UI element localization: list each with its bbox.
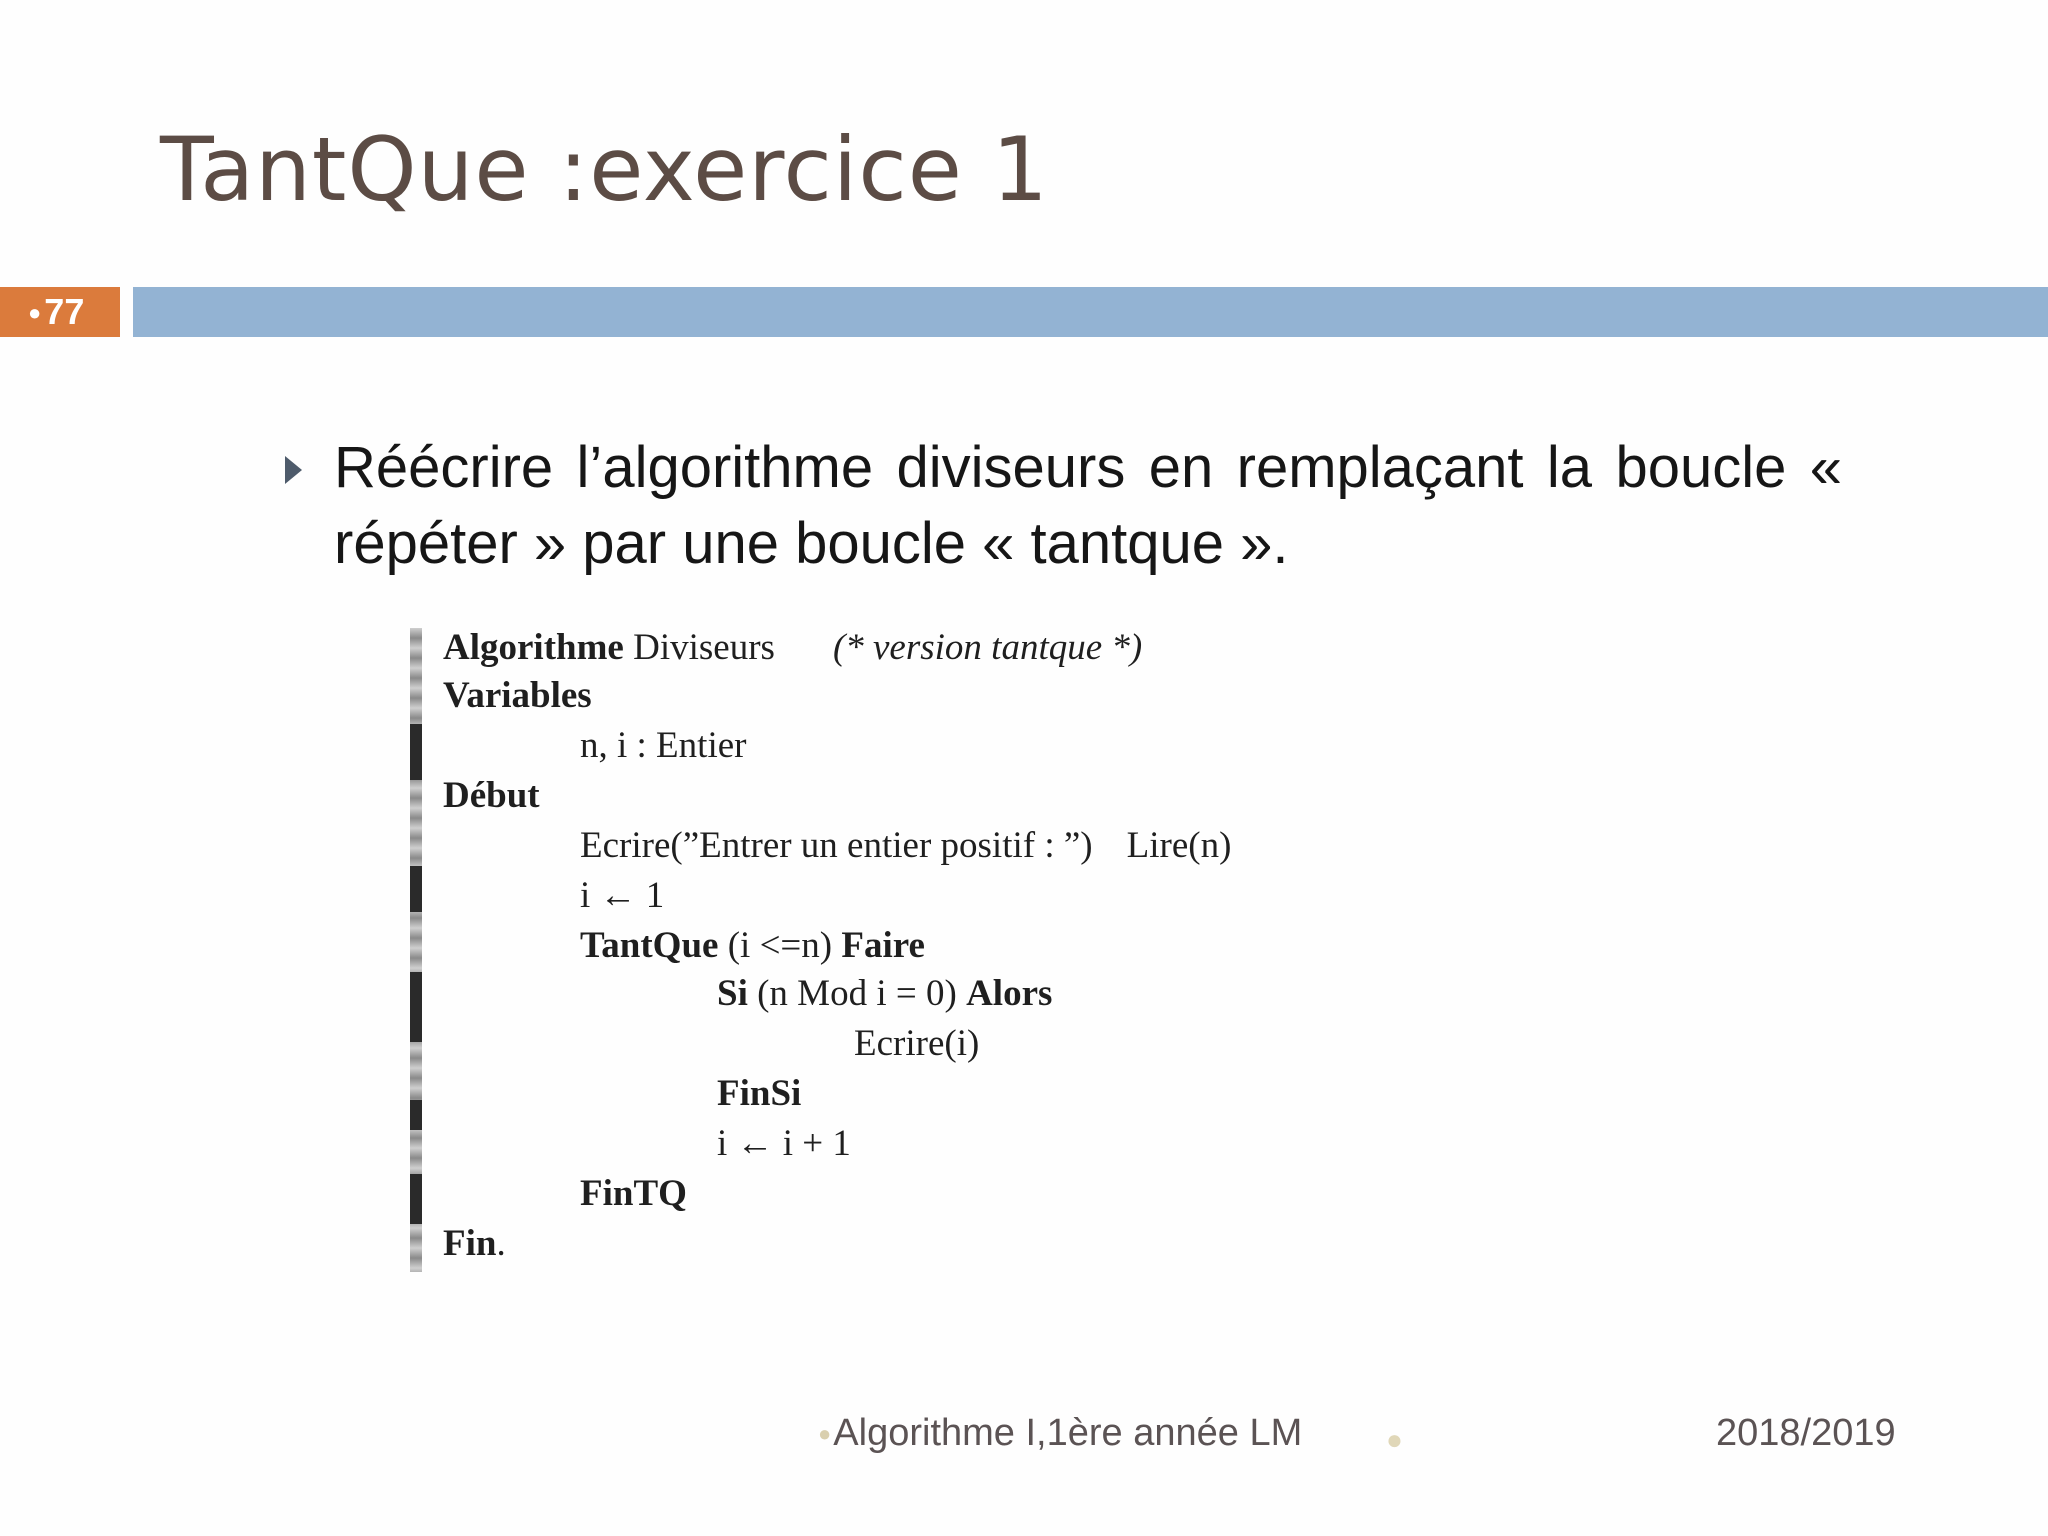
read-statement: Lire(n) bbox=[1126, 825, 1232, 866]
algorithm-listing bbox=[443, 624, 1232, 1264]
frame-shadow-mark bbox=[410, 972, 422, 1042]
code-line-init: i ← 1 bbox=[580, 875, 665, 916]
keyword: TantQue bbox=[580, 925, 719, 966]
frame-shadow-mark bbox=[410, 866, 422, 912]
code-frame-border bbox=[410, 628, 422, 1272]
keyword: FinSi bbox=[717, 1073, 802, 1114]
footer-separator-icon: ● bbox=[1386, 1424, 1403, 1455]
footer-course bbox=[818, 1412, 1302, 1455]
slide-number: 77 bbox=[44, 291, 85, 332]
keyword: Fin bbox=[443, 1223, 497, 1264]
frame-shadow-mark bbox=[410, 1100, 422, 1130]
keyword: Si bbox=[717, 973, 748, 1014]
algorithm-name: Diviseurs bbox=[623, 627, 775, 668]
footer-year: 2018/2019 bbox=[1716, 1412, 1896, 1454]
footer-bullet-icon: ● bbox=[818, 1421, 832, 1446]
header-bar bbox=[133, 287, 2048, 337]
write-statement: Ecrire(”Entrer un entier positif : ”) bbox=[580, 825, 1093, 866]
keyword: Début bbox=[443, 775, 540, 816]
code-line-variables bbox=[443, 672, 592, 720]
slide-title: TantQue :exercice 1 bbox=[160, 118, 1049, 221]
triangle-bullet-icon bbox=[285, 456, 302, 484]
keyword: Alors bbox=[966, 973, 1053, 1014]
code-line-finsi bbox=[717, 1070, 801, 1118]
code-line-debut bbox=[443, 772, 540, 820]
if-condition: (n Mod i = 0) bbox=[747, 973, 967, 1014]
code-line-declaration: n, i : Entier bbox=[580, 725, 747, 766]
keyword: Variables bbox=[443, 675, 592, 716]
loop-condition: (i <=n) bbox=[718, 925, 842, 966]
frame-shadow-mark bbox=[410, 724, 422, 780]
bullet-dot-icon: ● bbox=[28, 300, 42, 325]
keyword: FinTQ bbox=[580, 1173, 687, 1214]
code-line-tantque bbox=[580, 922, 925, 970]
exercise-instruction: Réécrire l’algorithme diviseurs en remplaçant la boucle « répéter » par une boucle « tantque ». bbox=[334, 435, 1842, 576]
code-line-fin bbox=[443, 1220, 506, 1268]
code-line-ecrire-i: Ecrire(i) bbox=[854, 1023, 980, 1064]
code-line-increment: i ← i + 1 bbox=[717, 1123, 851, 1164]
code-line-si bbox=[717, 970, 1052, 1018]
code-comment: (* version tantque *) bbox=[832, 627, 1143, 668]
end-dot: . bbox=[496, 1223, 506, 1264]
footer-course-label: Algorithme I,1ère année LM bbox=[833, 1412, 1303, 1454]
keyword: Faire bbox=[841, 925, 925, 966]
code-line-fintq bbox=[580, 1170, 687, 1218]
frame-shadow-mark bbox=[410, 1174, 422, 1224]
code-line-input bbox=[580, 822, 1231, 870]
keyword: Algorithme bbox=[443, 627, 624, 668]
code-line-header bbox=[443, 624, 1142, 672]
slide-number-badge bbox=[0, 287, 120, 337]
